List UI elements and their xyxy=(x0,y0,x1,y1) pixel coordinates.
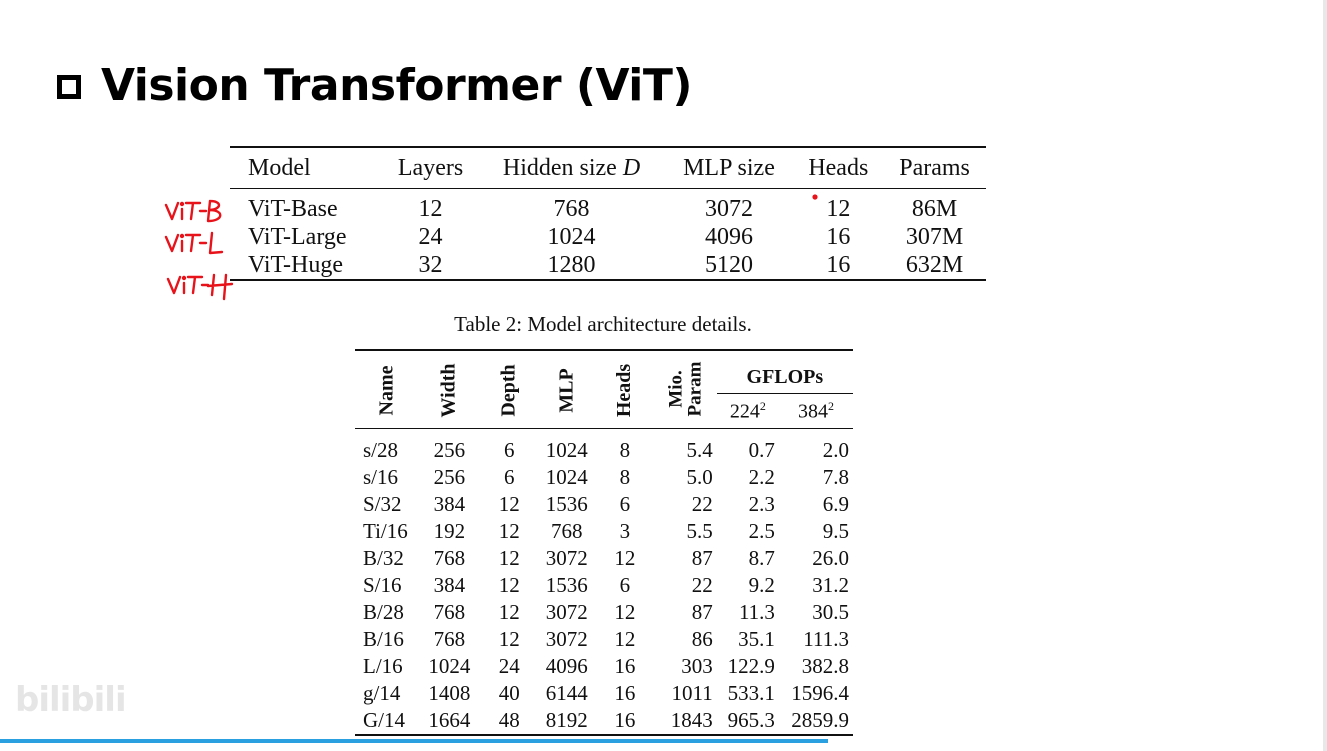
cell-heads: 12 xyxy=(826,196,851,222)
cell-width: 384 xyxy=(433,492,466,516)
cell-name: g/14 xyxy=(363,681,401,705)
cell-heads: 8 xyxy=(619,438,631,462)
cell-params: 86M xyxy=(911,196,958,222)
cell-depth: 12 xyxy=(498,627,520,651)
cell-mio-param: 22 xyxy=(691,573,713,597)
cell-mlp: 1024 xyxy=(545,438,588,462)
cell-gflops-384: 111.3 xyxy=(803,627,849,651)
cell-gflops-224: 533.1 xyxy=(727,681,775,705)
table-row xyxy=(355,653,853,680)
cell-gflops-384: 1596.4 xyxy=(791,681,849,705)
cell-depth: 6 xyxy=(503,438,515,462)
table-row xyxy=(230,251,986,280)
cell-gflops-224: 0.7 xyxy=(748,438,775,462)
col-header-mio-param xyxy=(655,350,717,429)
table-row xyxy=(355,572,853,599)
col-header-model: Model xyxy=(248,154,311,181)
hidden-size-var: D xyxy=(622,154,641,181)
cell-model: ViT-Huge xyxy=(248,252,343,278)
table-row xyxy=(355,707,853,735)
slide-title: Vision Transformer (ViT) xyxy=(101,59,692,111)
cell-gflops-384: 31.2 xyxy=(812,573,849,597)
col-header-layers: Layers xyxy=(397,154,464,181)
param-label: Param xyxy=(684,361,706,416)
cell-gflops-224: 8.7 xyxy=(748,546,775,570)
cell-width: 1024 xyxy=(428,654,471,678)
cell-width: 256 xyxy=(433,465,466,489)
hidden-size-label: Hidden size xyxy=(502,154,623,181)
cell-mlp: 4096 xyxy=(704,224,753,250)
cell-mio-param: 5.4 xyxy=(686,438,713,462)
cell-depth: 48 xyxy=(498,708,520,732)
col-header-mlp-size: MLP size xyxy=(683,154,775,181)
cell-mlp: 3072 xyxy=(545,546,588,570)
cell-depth: 24 xyxy=(498,654,520,678)
cell-depth: 12 xyxy=(498,600,520,624)
cell-mlp: 6144 xyxy=(545,681,588,705)
table-row xyxy=(230,189,986,224)
cell-depth: 12 xyxy=(498,573,520,597)
cell-mlp: 1536 xyxy=(545,573,588,597)
annotation-vit-h xyxy=(168,275,232,299)
cell-heads: 16 xyxy=(614,654,636,678)
cell-name: G/14 xyxy=(363,708,405,732)
cell-mlp: 1024 xyxy=(545,465,588,489)
cell-name: s/16 xyxy=(363,465,399,489)
col-header-width: Width xyxy=(437,363,460,418)
cell-mlp: 3072 xyxy=(545,600,588,624)
cell-gflops-224: 11.3 xyxy=(738,600,775,624)
cell-width: 384 xyxy=(433,573,466,597)
cell-gflops-384: 2.0 xyxy=(822,438,849,462)
cell-name: Ti/16 xyxy=(363,519,408,543)
table-row xyxy=(355,680,853,707)
table-body xyxy=(355,429,853,736)
table-row xyxy=(355,518,853,545)
cell-mio-param: 1843 xyxy=(670,708,713,732)
cell-mio-param: 5.0 xyxy=(686,465,713,489)
col-header-heads: Heads xyxy=(613,363,636,418)
mio-label: Mio. xyxy=(665,369,687,408)
cell-name: B/28 xyxy=(363,600,404,624)
table-row xyxy=(355,429,853,465)
cell-layers: 24 xyxy=(418,224,443,250)
cell-heads: 12 xyxy=(614,627,636,651)
cell-depth: 6 xyxy=(503,465,515,489)
cell-heads: 12 xyxy=(614,546,636,570)
table-row xyxy=(355,626,853,653)
cell-gflops-384: 9.5 xyxy=(822,519,849,543)
col-header-name: Name xyxy=(375,365,398,416)
cell-layers: 32 xyxy=(418,252,443,278)
col-header-heads: Heads xyxy=(808,154,869,181)
slide-title-row xyxy=(57,55,692,115)
cell-mlp: 8192 xyxy=(545,708,588,732)
cell-gflops-384: 7.8 xyxy=(822,465,849,489)
cell-gflops-224: 2.5 xyxy=(748,519,775,543)
col-header-params: Params xyxy=(899,154,970,181)
cell-model: ViT-Large xyxy=(248,224,347,250)
table-header-row xyxy=(230,147,986,189)
cell-params: 307M xyxy=(905,224,964,250)
cell-width: 768 xyxy=(433,546,466,570)
table-header-row xyxy=(355,350,853,394)
cell-heads: 6 xyxy=(619,573,631,597)
cell-gflops-224: 35.1 xyxy=(738,627,775,651)
cell-gflops-224: 965.3 xyxy=(727,708,775,732)
cell-gflops-224: 9.2 xyxy=(748,573,775,597)
cell-width: 768 xyxy=(433,627,466,651)
col-header-mlp: MLP xyxy=(555,368,578,413)
cell-name: s/28 xyxy=(363,438,399,462)
cell-mio-param: 87 xyxy=(691,546,713,570)
cell-width: 192 xyxy=(433,519,466,543)
cell-depth: 12 xyxy=(498,519,520,543)
cell-mio-param: 303 xyxy=(681,654,713,678)
cell-mio-param: 87 xyxy=(691,600,713,624)
hollow-square-icon xyxy=(57,75,81,99)
cell-name: B/32 xyxy=(363,546,404,570)
table-row xyxy=(355,491,853,518)
cell-gflops-384: 6.9 xyxy=(822,492,849,516)
cell-depth: 12 xyxy=(498,492,520,516)
cell-gflops-384: 382.8 xyxy=(801,654,849,678)
cell-heads: 8 xyxy=(619,465,631,489)
annotation-vit-b xyxy=(166,201,220,221)
cell-mio-param: 1011 xyxy=(671,681,713,705)
cell-heads: 3 xyxy=(619,519,631,543)
model-architecture-table xyxy=(355,349,853,736)
table-row xyxy=(230,223,986,251)
cell-width: 1664 xyxy=(428,708,471,732)
table-row xyxy=(355,545,853,572)
cell-mlp: 4096 xyxy=(545,654,588,678)
cell-name: S/16 xyxy=(363,573,402,597)
cell-heads: 16 xyxy=(826,252,851,278)
col-header-384: $384^2$ xyxy=(797,398,834,423)
cell-hidden: 1280 xyxy=(547,252,596,278)
cell-mlp: 1536 xyxy=(545,492,588,516)
cell-heads: 12 xyxy=(614,600,636,624)
table-caption: Table 2: Model architecture details. xyxy=(454,312,752,336)
col-header-gflops: GFLOPs xyxy=(717,350,853,394)
cell-mio-param: 86 xyxy=(691,627,713,651)
cell-depth: 12 xyxy=(498,546,520,570)
cell-gflops-384: 30.5 xyxy=(812,600,849,624)
cell-layers: 12 xyxy=(418,196,443,222)
col-header-hidden-size xyxy=(479,147,665,189)
bilibili-watermark: bilibili xyxy=(15,680,126,720)
cell-depth: 40 xyxy=(498,681,520,705)
cell-heads: 16 xyxy=(614,708,636,732)
cell-heads: 16 xyxy=(614,681,636,705)
cell-width: 256 xyxy=(433,438,466,462)
cell-mlp: 5120 xyxy=(704,252,753,278)
cell-mlp: 3072 xyxy=(545,627,588,651)
cell-hidden: 1024 xyxy=(547,224,596,250)
cell-model: ViT-Base xyxy=(248,196,338,222)
cell-mlp: 3072 xyxy=(704,196,753,222)
col-header-224: $224^2$ xyxy=(729,398,766,423)
cell-gflops-224: 122.9 xyxy=(727,654,775,678)
cell-hidden: 768 xyxy=(553,196,590,222)
cell-width: 1408 xyxy=(428,681,471,705)
cell-name: B/16 xyxy=(363,627,404,651)
cell-name: S/32 xyxy=(363,492,402,516)
cell-mio-param: 5.5 xyxy=(686,519,713,543)
table-row xyxy=(355,599,853,626)
cell-mio-param: 22 xyxy=(691,492,713,516)
table-row xyxy=(355,464,853,491)
cell-params: 632M xyxy=(905,252,964,278)
cell-width: 768 xyxy=(433,600,466,624)
cell-gflops-384: 2859.9 xyxy=(791,708,849,732)
annotation-vit-l xyxy=(166,233,222,253)
cell-heads: 6 xyxy=(619,492,631,516)
col-header-depth: Depth xyxy=(497,364,520,417)
cell-mlp: 768 xyxy=(551,519,583,543)
cell-name: L/16 xyxy=(363,654,403,678)
cell-gflops-224: 2.2 xyxy=(748,465,775,489)
scrollbar-track[interactable] xyxy=(1323,0,1327,751)
model-variants-table xyxy=(230,146,986,281)
progress-accent-bar xyxy=(0,739,828,743)
cell-gflops-224: 2.3 xyxy=(748,492,775,516)
cell-gflops-384: 26.0 xyxy=(812,546,849,570)
cell-heads: 16 xyxy=(826,224,851,250)
